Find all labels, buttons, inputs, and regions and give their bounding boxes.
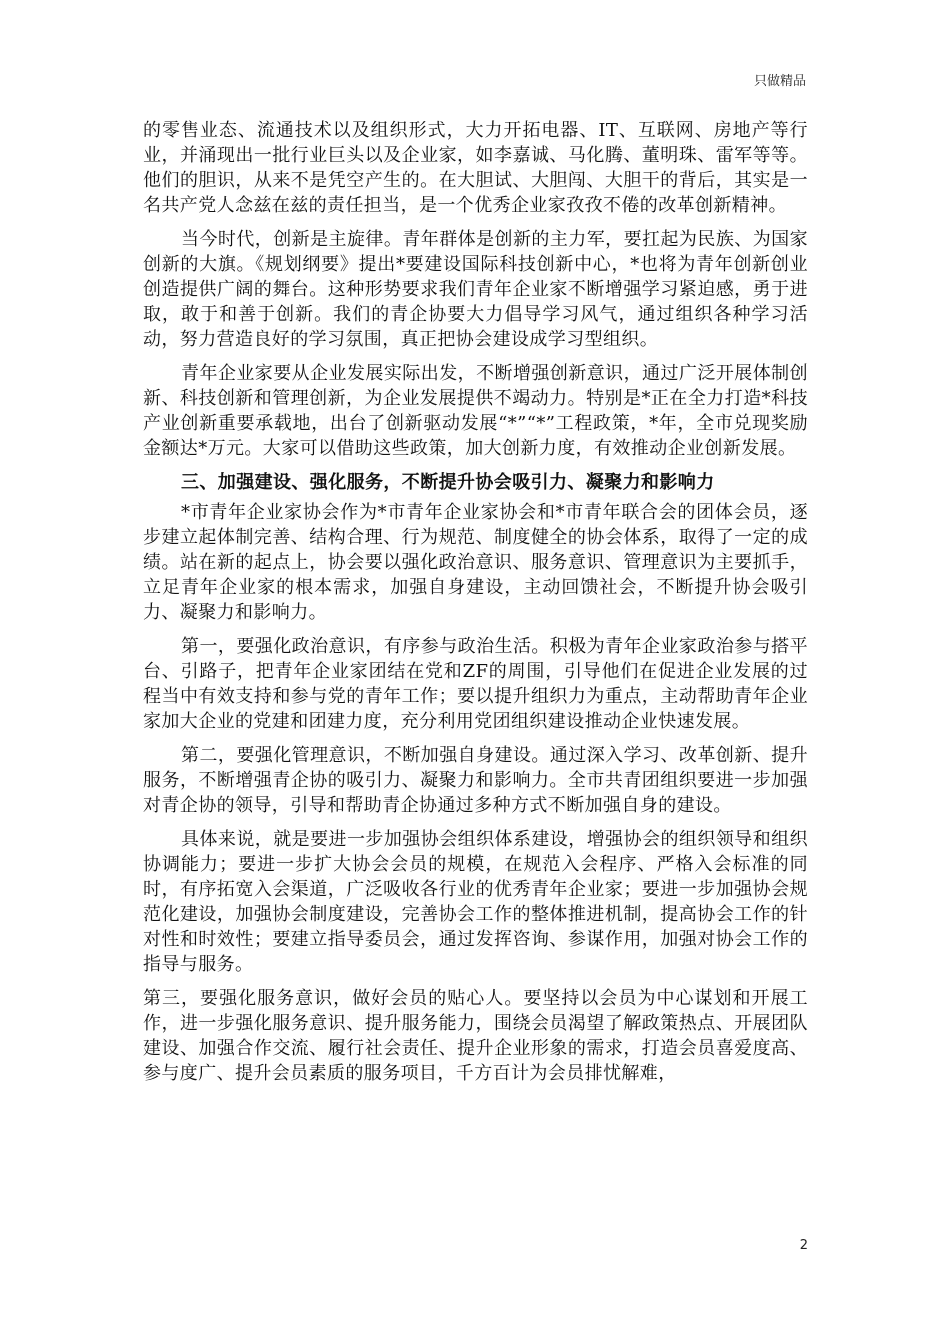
document-body [143, 118, 808, 1095]
paragraph: *市青年企业家协会作为*市青年企业家协会和*市青年联合会的团体会员，逐步建立起体制完善、结构合理、行为规范、制度健全的协会体系，取得了一定的成绩。站在新的起点上，协会要以强化政治意识、服务意识、管理意识为主要抓手，立足青年企业家的根本需求，加强自身建设，主动回馈社会，不断提升协会吸引力、凝聚力和影响力。 [143, 502, 808, 623]
paragraph: 第一，要强化政治意识，有序参与政治生活。积极为青年企业家政治参与搭平台、引路子，把青年企业家团结在党和ZF的周围，引导他们在促进企业发展的过程当中有效支持和参与党的青年工作；要以提升组织力为重点，主动帮助青年企业家加大企业的党建和团建力度，充分利用党团组织建设推动企业快速发展。 [143, 636, 808, 732]
paragraph: 青年企业家要从企业发展实际出发，不断增强创新意识，通过广泛开展体制创新、科技创新和管理创新，为企业发展提供不竭动力。特别是*正在全力打造*科技产业创新重要承载地，出台了创新驱动发展“*”“*”工程政策，*年，全市兑现奖励金额达*万元。大家可以借助这些政策，加大创新力度，有效推动企业创新发展。 [143, 363, 808, 459]
paragraph: 具体来说，就是要进一步加强协会组织体系建设，增强协会的组织领导和组织协调能力；要进一步扩大协会会员的规模，在规范入会程序、严格入会标准的同时，有序拓宽入会渠道，广泛吸收各行业的优秀青年企业家；要进一步加强协会规范化建设，加强协会制度建设，完善协会工作的整体推进机制，提高协会工作的针对性和时效性；要建立指导委员会，通过发挥咨询、参谋作用，加强对协会工作的指导与服务。 [143, 829, 808, 975]
page-header: 只做精品 [753, 74, 806, 89]
paragraph: 第三，要强化服务意识，做好会员的贴心人。要坚持以会员为中心谋划和开展工作，进一步强化服务意识、提升服务能力，围绕会员渴望了解政策热点、开展团队建设、加强合作交流、履行社会责任、提升企业形象的需求，打造会员喜爱度高、参与度广、提升会员素质的服务项目，千方百计为会员排忧解难， [143, 988, 808, 1084]
paragraph: 第二，要强化管理意识，不断加强自身建设。通过深入学习、改革创新、提升服务，不断增强青企协的吸引力、凝聚力和影响力。全市共青团组织要进一步加强对青企协的领导，引导和帮助青企协通过多种方式不断加强自身的建设。 [143, 745, 808, 816]
paragraph: 的零售业态、流通技术以及组织形式，大力开拓电器、IT、互联网、房地产等行业，并涌现出一批行业巨头以及企业家，如李嘉诚、马化腾、董明珠、雷军等等。他们的胆识，从来不是凭空产生的。在大胆试、大胆闯、大胆干的背后，其实是一名共产党人念兹在兹的责任担当，是一个优秀企业家孜孜不倦的改革创新精神。 [143, 120, 808, 216]
section-heading: 三、加强建设、强化服务，不断提升协会吸引力、凝聚力和影响力 [181, 472, 715, 493]
paragraph: 当今时代，创新是主旋律。青年群体是创新的主力军，要扛起为民族、为国家创新的大旗。《规划纲要》提出*要建设国际科技创新中心，*也将为青年创新创业创造提供广阔的舞台。这种形势要求我们青年企业家不断增强学习紧迫感，勇于进取，敢于和善于创新。我们的青企协要大力倡导学习风气，通过组织各种学习活动，努力营造良好的学习氛围，真正把协会建设成学习型组织。 [143, 229, 808, 350]
page-number: 2 [799, 1238, 808, 1253]
